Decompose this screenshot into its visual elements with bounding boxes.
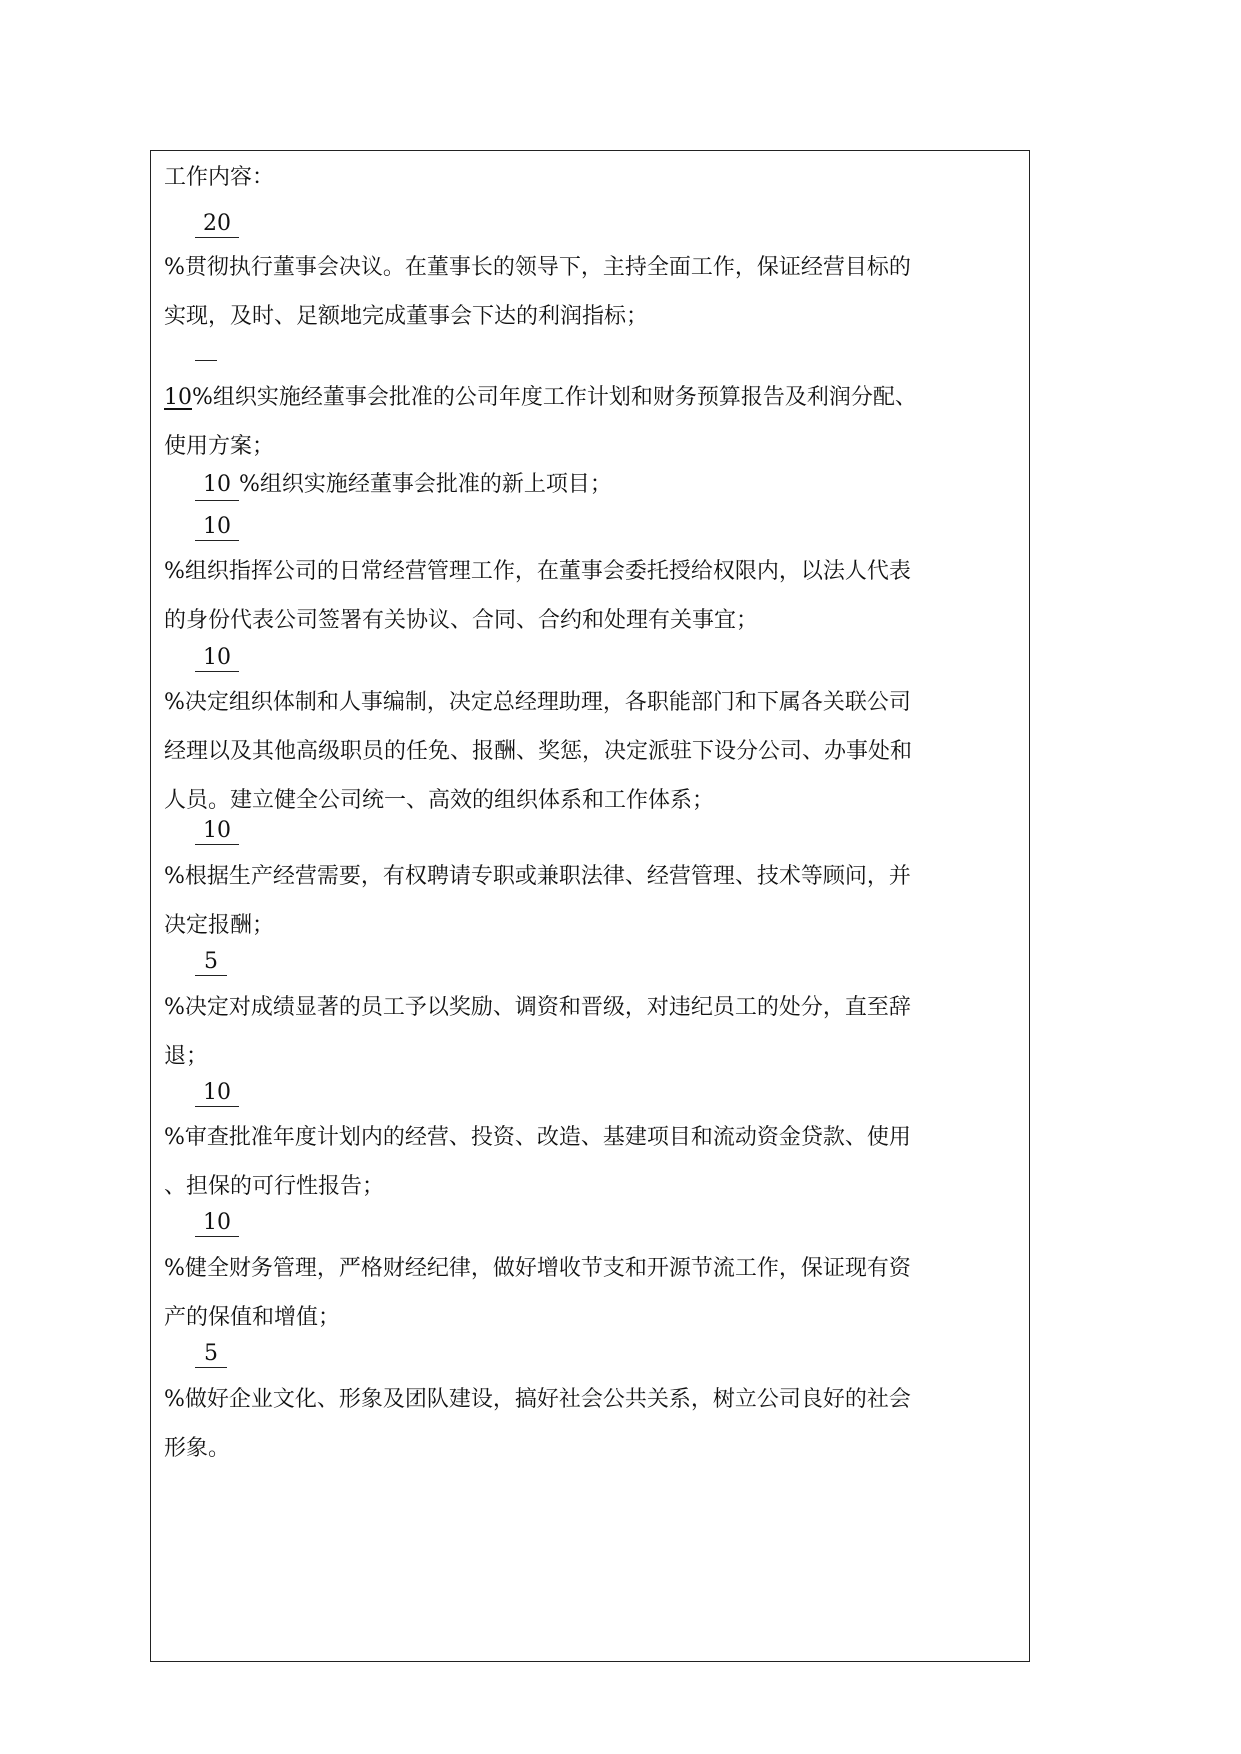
weight-inline: 10 bbox=[164, 385, 192, 410]
empty-blank bbox=[195, 334, 217, 361]
duty-paragraph bbox=[164, 243, 1009, 341]
duty-line: 决定报酬； bbox=[164, 913, 275, 938]
weight-blank: 10 bbox=[195, 818, 239, 845]
duty-paragraph bbox=[164, 852, 1009, 950]
duty-line: 使用方案； bbox=[164, 434, 275, 459]
duty-line: 实现，及时、足额地完成董事会下达的利润指标； bbox=[164, 304, 649, 329]
weight-blank: 10 bbox=[195, 1080, 239, 1107]
job-content-frame bbox=[150, 150, 1030, 1662]
duty-line: %贯彻执行董事会决议。在董事长的领导下，主持全面工作，保证经营目标的 bbox=[164, 255, 911, 280]
duty-paragraph bbox=[164, 547, 1009, 645]
duty-line: %审查批准年度计划内的经营、投资、改造、基建项目和流动资金贷款、使用 bbox=[164, 1125, 911, 1150]
duty-line: 的身份代表公司签署有关协议、合同、合约和处理有关事宜； bbox=[164, 608, 759, 633]
duty-line: 人员。建立健全公司统一、高效的组织体系和工作体系； bbox=[164, 788, 715, 813]
duty-line: %做好企业文化、形象及团队建设，搞好社会公共关系，树立公司良好的社会 bbox=[164, 1387, 911, 1412]
duty-paragraph bbox=[164, 1113, 1009, 1211]
duty-line: 退； bbox=[164, 1044, 209, 1069]
duty-line: %组织实施经董事会批准的新上项目； bbox=[239, 472, 612, 497]
duty-line: %根据生产经营需要，有权聘请专职或兼职法律、经营管理、技术等顾问，并 bbox=[164, 864, 911, 889]
duty-line: %决定组织体制和人事编制，决定总经理助理，各职能部门和下属各关联公司 bbox=[164, 690, 911, 715]
duty-line: 、担保的可行性报告； bbox=[164, 1174, 385, 1199]
duty-paragraph bbox=[164, 1244, 1009, 1342]
weight-blank: 10 bbox=[195, 1210, 239, 1237]
weight-blank: 10 bbox=[195, 514, 239, 541]
duty-line: 形象。 bbox=[164, 1436, 231, 1461]
duty-line: %健全财务管理，严格财经纪律，做好增收节支和开源节流工作，保证现有资 bbox=[164, 1256, 911, 1281]
weight-blank: 5 bbox=[195, 1341, 227, 1368]
weight-blank: 10 bbox=[195, 645, 239, 672]
weight-blank: 20 bbox=[195, 211, 239, 238]
weight-blank: 5 bbox=[195, 949, 227, 976]
duty-line: %组织指挥公司的日常经营管理工作，在董事会委托授给权限内，以法人代表 bbox=[164, 559, 911, 584]
duty-paragraph bbox=[164, 373, 1009, 471]
duty-paragraph bbox=[164, 678, 1009, 825]
duty-paragraph bbox=[164, 983, 1009, 1081]
duty-line: %决定对成绩显著的员工予以奖励、调资和晋级，对违纪员工的处分，直至辞 bbox=[164, 995, 911, 1020]
weight-blank: 10 bbox=[195, 470, 239, 501]
duty-line: 产的保值和增值； bbox=[164, 1305, 341, 1330]
duty-line: %组织实施经董事会批准的公司年度工作计划和财务预算报告及利润分配、 bbox=[192, 385, 917, 410]
duty-line: 经理以及其他高级职员的任免、报酬、奖惩，决定派驻下设分公司、办事处和 bbox=[164, 739, 913, 764]
duty-paragraph bbox=[195, 460, 995, 509]
duty-paragraph bbox=[164, 1375, 1009, 1473]
section-heading: 工作内容： bbox=[164, 165, 275, 190]
